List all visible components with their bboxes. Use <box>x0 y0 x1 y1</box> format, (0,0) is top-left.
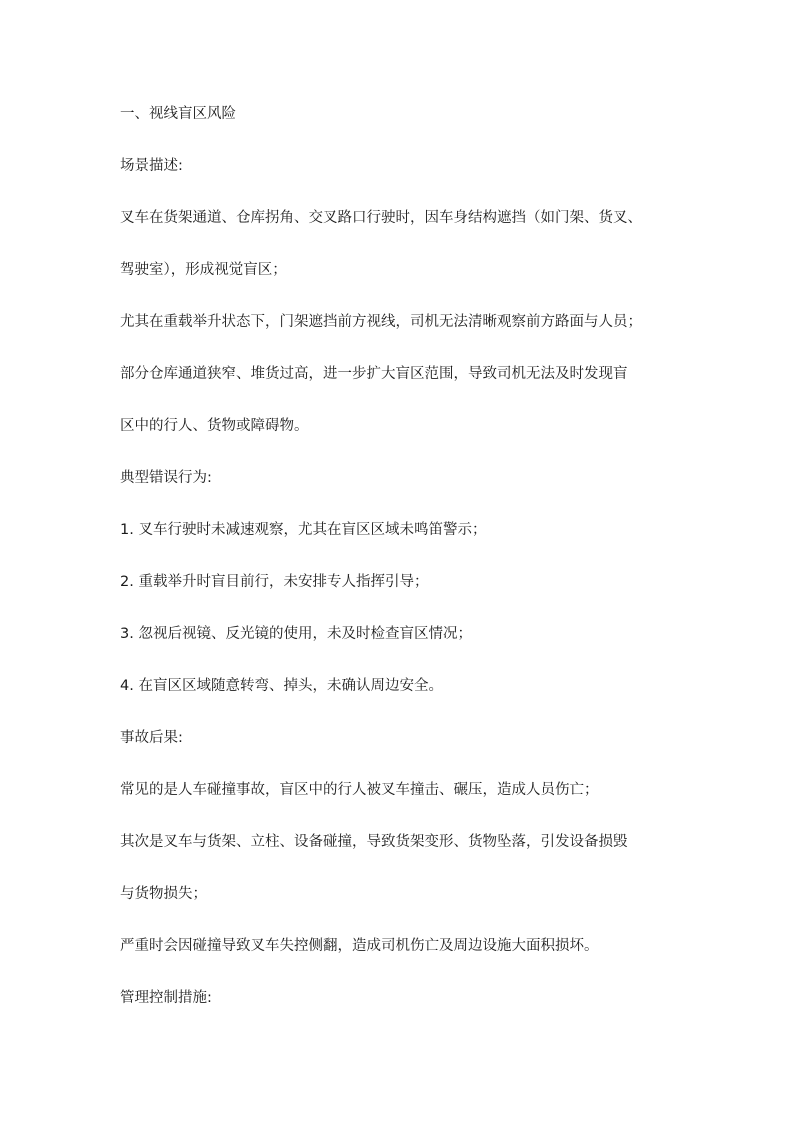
consequence-paragraph-3: 严重时会因碰撞导致叉车失控侧翻，造成司机伤亡及周边设施大面积损坏。 <box>120 938 599 954</box>
consequence-paragraph-2-line-2: 与货物损失； <box>120 886 207 902</box>
section-title: 一、视线盲区风险 <box>120 106 236 122</box>
scene-paragraph-1-line-1: 叉车在货架通道、仓库拐角、交叉路口行驶时，因车身结构遮挡（如门架、货叉、 <box>120 210 642 226</box>
control-heading: 管理控制措施: <box>120 990 212 1006</box>
scene-paragraph-2: 尤其在重载举升状态下，门架遮挡前方视线，司机无法清晰观察前方路面与人员； <box>120 314 642 330</box>
error-item-2: 2. 重载举升时盲目前行，未安排专人指挥引导； <box>120 574 429 590</box>
consequence-paragraph-1: 常见的是人车碰撞事故，盲区中的行人被叉车撞击、碾压，造成人员伤亡； <box>120 782 599 798</box>
errors-heading: 典型错误行为: <box>120 470 212 486</box>
scene-paragraph-3-line-2: 区中的行人、货物或障碍物。 <box>120 418 309 434</box>
scene-heading: 场景描述: <box>120 158 183 174</box>
scene-paragraph-1-line-2: 驾驶室），形成视觉盲区； <box>120 262 287 278</box>
error-item-1: 1. 叉车行驶时未减速观察，尤其在盲区区域未鸣笛警示； <box>120 522 487 538</box>
error-item-3: 3. 忽视后视镜、反光镜的使用，未及时检查盲区情况； <box>120 626 472 642</box>
document-body <box>120 102 692 1011</box>
consequence-heading: 事故后果: <box>120 730 183 746</box>
scene-paragraph-3-line-1: 部分仓库通道狭窄、堆货过高，进一步扩大盲区范围，导致司机无法及时发现盲 <box>120 366 628 382</box>
consequence-paragraph-2-line-1: 其次是叉车与货架、立柱、设备碰撞，导致货架变形、货物坠落，引发设备损毁 <box>120 834 628 850</box>
error-item-4: 4. 在盲区区域随意转弯、掉头，未确认周边安全。 <box>120 678 443 694</box>
